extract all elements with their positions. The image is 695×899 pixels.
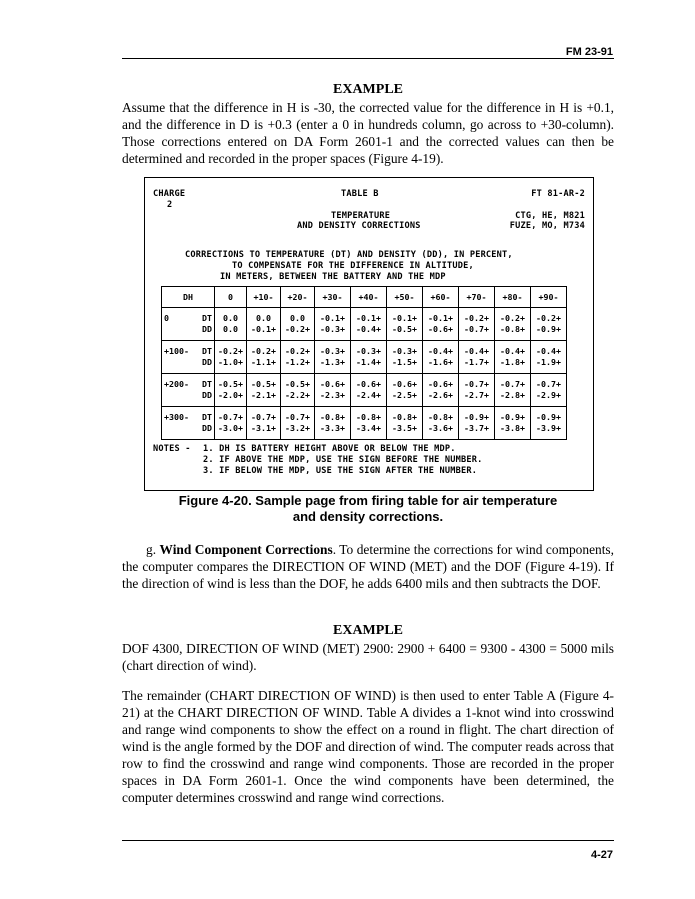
dh-cell bbox=[162, 341, 215, 374]
dd-label: DD bbox=[202, 357, 212, 367]
dd-value: -1.0+ bbox=[218, 357, 243, 367]
table-cell bbox=[459, 308, 495, 341]
table-intro-3: IN METERS, BETWEEN THE BATTERY AND THE MDP bbox=[220, 272, 446, 282]
dt-value: -0.5+ bbox=[285, 379, 310, 389]
dt-value: -0.2+ bbox=[464, 313, 489, 323]
dd-value: -1.7+ bbox=[464, 357, 489, 367]
table-title: TABLE B bbox=[341, 189, 379, 199]
table-cell bbox=[315, 308, 351, 341]
example-text-1: Assume that the difference in H is -30, the corrected value for the difference in H is +0.1, and the difference in D is +0.3 (enter a 0 in hundreds column, go across to +30-column). Those corrections entered on DA Form 2601-1 and the corrected values can then be determined and recorded in the proper spaces (Figure 4-19). bbox=[122, 100, 614, 166]
table-cell bbox=[315, 407, 351, 440]
table-cell bbox=[351, 308, 387, 341]
table-cell bbox=[315, 374, 351, 407]
closing-paragraph: The remainder (CHART DIRECTION OF WIND) is then used to enter Table A (Figure 4-21) at the CHART DIRECTION OF WIND. Table A divides a 1-knot wind into crosswind and range wind components to show the effect on a round in flight. The chart direction of wind is the angle formed by the DOF and direction of wind. The computer reads across that row to find the crosswind and range wind components. Those are recorded in the proper spaces in DA Form 2601-1. Once the wind components have been determined, the computer determines crosswind and range wind corrections. bbox=[122, 688, 614, 805]
table-cell bbox=[247, 341, 281, 374]
figure-box bbox=[144, 177, 594, 491]
table-cell bbox=[281, 308, 315, 341]
section-g-title: Wind Component Corrections bbox=[159, 542, 333, 557]
dd-value: -1.8+ bbox=[500, 357, 525, 367]
dt-value: -0.8+ bbox=[392, 412, 417, 422]
dt-value: -0.8+ bbox=[428, 412, 453, 422]
dt-value: -0.7+ bbox=[536, 379, 561, 389]
dd-value: -1.1+ bbox=[251, 357, 276, 367]
dt-label: DT bbox=[202, 313, 212, 323]
charge-label: CHARGE bbox=[153, 189, 186, 199]
section-g-text: . To determine the corrections for wind components, the computer compares the DIRECTION OF WIND (MET) and the DOF (Figure 4-19). If the direction of wind is less than the DOF, he adds 6400 mils and then subtracts the DOF. bbox=[122, 542, 614, 591]
table-cell bbox=[247, 407, 281, 440]
header-rule bbox=[122, 58, 614, 59]
dt-value: -0.4+ bbox=[500, 346, 525, 356]
column-header: +40- bbox=[351, 287, 387, 308]
table-cell bbox=[387, 407, 423, 440]
dh-cell bbox=[162, 407, 215, 440]
dd-value: -1.5+ bbox=[392, 357, 417, 367]
table-cell bbox=[247, 374, 281, 407]
table-row bbox=[162, 407, 567, 440]
fuze-id: FUZE, MO, M734 bbox=[509, 221, 585, 231]
dt-label: DT bbox=[202, 412, 212, 422]
dt-value: -0.2+ bbox=[218, 346, 243, 356]
dd-value: -3.1+ bbox=[251, 423, 276, 433]
dt-value: -0.6+ bbox=[392, 379, 417, 389]
dt-value: -0.1+ bbox=[320, 313, 345, 323]
table-cell bbox=[423, 308, 459, 341]
table-cell bbox=[215, 374, 247, 407]
table-cell bbox=[459, 407, 495, 440]
dt-value: -0.9+ bbox=[464, 412, 489, 422]
dd-value: -3.6+ bbox=[428, 423, 453, 433]
dd-label: DD bbox=[202, 423, 212, 433]
dd-value: -3.8+ bbox=[500, 423, 525, 433]
dt-value: -0.4+ bbox=[464, 346, 489, 356]
dd-label: DD bbox=[202, 324, 212, 334]
dd-value: -2.9+ bbox=[536, 390, 561, 400]
dd-value: -0.1+ bbox=[251, 324, 276, 334]
dd-value: -0.4+ bbox=[356, 324, 381, 334]
table-cell bbox=[423, 341, 459, 374]
table-cell bbox=[495, 407, 531, 440]
dt-value: -0.7+ bbox=[464, 379, 489, 389]
dd-value: -1.3+ bbox=[320, 357, 345, 367]
table-cell bbox=[281, 374, 315, 407]
dd-value: -3.0+ bbox=[218, 423, 243, 433]
dt-value: -0.2+ bbox=[500, 313, 525, 323]
dd-value: 0.0 bbox=[223, 324, 238, 334]
note-2: 2. IF ABOVE THE MDP, USE THE SIGN BEFORE THE NUMBER. bbox=[203, 455, 483, 465]
dt-value: -0.1+ bbox=[392, 313, 417, 323]
dt-value: 0.0 bbox=[256, 313, 271, 323]
dt-value: -0.3+ bbox=[392, 346, 417, 356]
dd-value: -3.2+ bbox=[285, 423, 310, 433]
table-cell bbox=[531, 374, 567, 407]
dt-value: -0.3+ bbox=[356, 346, 381, 356]
dt-value: -0.6+ bbox=[356, 379, 381, 389]
table-row bbox=[162, 374, 567, 407]
dh-value: +100- bbox=[164, 346, 189, 356]
dt-value: -0.3+ bbox=[320, 346, 345, 356]
dt-value: -0.9+ bbox=[536, 412, 561, 422]
dd-value: -2.0+ bbox=[218, 390, 243, 400]
dt-value: -0.1+ bbox=[356, 313, 381, 323]
example-heading-2: EXAMPLE bbox=[333, 623, 403, 638]
table-cell bbox=[247, 308, 281, 341]
dd-value: -2.5+ bbox=[392, 390, 417, 400]
dh-cell bbox=[162, 374, 215, 407]
footer-rule bbox=[122, 840, 614, 841]
notes-label: NOTES - bbox=[153, 444, 191, 454]
correction-table bbox=[161, 286, 567, 440]
table-cell bbox=[495, 374, 531, 407]
table-header-row bbox=[162, 287, 567, 308]
table-row bbox=[162, 341, 567, 374]
dd-value: -0.9+ bbox=[536, 324, 561, 334]
dt-value: 0.0 bbox=[223, 313, 238, 323]
cartridge-id: CTG, HE, M821 bbox=[515, 211, 585, 221]
table-cell bbox=[351, 341, 387, 374]
dd-value: -2.1+ bbox=[251, 390, 276, 400]
table-subtitle-1: TEMPERATURE bbox=[331, 211, 391, 221]
dd-value: -1.6+ bbox=[428, 357, 453, 367]
table-cell bbox=[531, 308, 567, 341]
dt-value: -0.4+ bbox=[428, 346, 453, 356]
table-cell bbox=[315, 341, 351, 374]
dd-value: -2.7+ bbox=[464, 390, 489, 400]
table-cell bbox=[459, 374, 495, 407]
dt-value: -0.9+ bbox=[500, 412, 525, 422]
column-header: 0 bbox=[215, 287, 247, 308]
table-cell bbox=[215, 407, 247, 440]
dt-value: -0.6+ bbox=[320, 379, 345, 389]
dt-value: -0.8+ bbox=[320, 412, 345, 422]
column-header: DH bbox=[162, 287, 215, 308]
dd-value: -1.9+ bbox=[536, 357, 561, 367]
dd-value: -0.2+ bbox=[285, 324, 310, 334]
dt-value: -0.1+ bbox=[428, 313, 453, 323]
note-3: 3. IF BELOW THE MDP, USE THE SIGN AFTER THE NUMBER. bbox=[203, 466, 478, 476]
column-header: +90- bbox=[531, 287, 567, 308]
column-header: +70- bbox=[459, 287, 495, 308]
table-cell bbox=[495, 308, 531, 341]
dd-label: DD bbox=[202, 390, 212, 400]
dh-value: 0 bbox=[164, 313, 169, 323]
table-cell bbox=[387, 308, 423, 341]
dt-value: -0.5+ bbox=[218, 379, 243, 389]
table-cell bbox=[495, 341, 531, 374]
example-text-2: DOF 4300, DIRECTION OF WIND (MET) 2900: 2900 + 6400 = 9300 - 4300 = 5000 mils (chart direction of wind). bbox=[122, 641, 614, 673]
section-g-paragraph bbox=[122, 541, 614, 592]
dd-value: -2.2+ bbox=[285, 390, 310, 400]
dt-value: -0.7+ bbox=[285, 412, 310, 422]
dd-value: -3.4+ bbox=[356, 423, 381, 433]
table-cell bbox=[387, 341, 423, 374]
table-cell bbox=[215, 308, 247, 341]
dd-value: -3.9+ bbox=[536, 423, 561, 433]
dt-value: -0.7+ bbox=[251, 412, 276, 422]
dt-label: DT bbox=[202, 379, 212, 389]
column-header: +80- bbox=[495, 287, 531, 308]
figure-caption bbox=[122, 493, 614, 525]
dd-value: -3.3+ bbox=[320, 423, 345, 433]
table-cell bbox=[281, 341, 315, 374]
dd-value: -0.7+ bbox=[464, 324, 489, 334]
dd-value: -3.7+ bbox=[464, 423, 489, 433]
table-subtitle-2: AND DENSITY CORRECTIONS bbox=[297, 221, 421, 231]
page-number: 4-27 bbox=[590, 849, 613, 861]
note-1: 1. DH IS BATTERY HEIGHT ABOVE OR BELOW THE MDP. bbox=[203, 444, 456, 454]
table-cell bbox=[387, 374, 423, 407]
dt-value: -0.2+ bbox=[285, 346, 310, 356]
dt-label: DT bbox=[202, 346, 212, 356]
table-body bbox=[162, 308, 567, 440]
dd-value: -2.6+ bbox=[428, 390, 453, 400]
dd-value: -2.3+ bbox=[320, 390, 345, 400]
table-cell bbox=[423, 407, 459, 440]
table-cell bbox=[351, 374, 387, 407]
table-cell bbox=[351, 407, 387, 440]
dd-value: -0.8+ bbox=[500, 324, 525, 334]
column-header: +10- bbox=[247, 287, 281, 308]
table-cell bbox=[215, 341, 247, 374]
table-cell bbox=[423, 374, 459, 407]
column-header: +30- bbox=[315, 287, 351, 308]
figure-caption-line-1: Figure 4-20. Sample page from firing table for air temperature bbox=[178, 493, 558, 508]
dt-value: -0.2+ bbox=[251, 346, 276, 356]
figure-caption-line-2: and density corrections. bbox=[292, 509, 444, 524]
dt-value: -0.7+ bbox=[218, 412, 243, 422]
dd-value: -0.3+ bbox=[320, 324, 345, 334]
dh-cell bbox=[162, 308, 215, 341]
dt-value: 0.0 bbox=[290, 313, 305, 323]
dh-value: +200- bbox=[164, 379, 189, 389]
dd-value: -2.4+ bbox=[356, 390, 381, 400]
table-cell bbox=[281, 407, 315, 440]
table-cell bbox=[459, 341, 495, 374]
dt-value: -0.2+ bbox=[536, 313, 561, 323]
table-cell bbox=[531, 407, 567, 440]
table-row bbox=[162, 308, 567, 341]
firing-table-id: FT 81-AR-2 bbox=[531, 189, 585, 199]
running-head: FM 23-91 bbox=[565, 46, 613, 58]
dd-value: -2.8+ bbox=[500, 390, 525, 400]
dd-value: -1.2+ bbox=[285, 357, 310, 367]
table-cell bbox=[531, 341, 567, 374]
dt-value: -0.8+ bbox=[356, 412, 381, 422]
dh-value: +300- bbox=[164, 412, 189, 422]
dd-value: -0.5+ bbox=[392, 324, 417, 334]
dt-value: -0.5+ bbox=[251, 379, 276, 389]
section-g-lead: g. bbox=[146, 542, 157, 557]
column-header: +50- bbox=[387, 287, 423, 308]
column-header: +20- bbox=[281, 287, 315, 308]
dt-value: -0.6+ bbox=[428, 379, 453, 389]
dd-value: -1.4+ bbox=[356, 357, 381, 367]
table-intro-1: CORRECTIONS TO TEMPERATURE (DT) AND DENSITY (DD), IN PERCENT, bbox=[185, 250, 513, 260]
dd-value: -3.5+ bbox=[392, 423, 417, 433]
dt-value: -0.7+ bbox=[500, 379, 525, 389]
dd-value: -0.6+ bbox=[428, 324, 453, 334]
charge-value: 2 bbox=[167, 200, 173, 210]
table-intro-2: TO COMPENSATE FOR THE DIFFERENCE IN ALTITUDE, bbox=[232, 261, 474, 271]
dt-value: -0.4+ bbox=[536, 346, 561, 356]
example-heading-1: EXAMPLE bbox=[333, 82, 403, 97]
column-header: +60- bbox=[423, 287, 459, 308]
